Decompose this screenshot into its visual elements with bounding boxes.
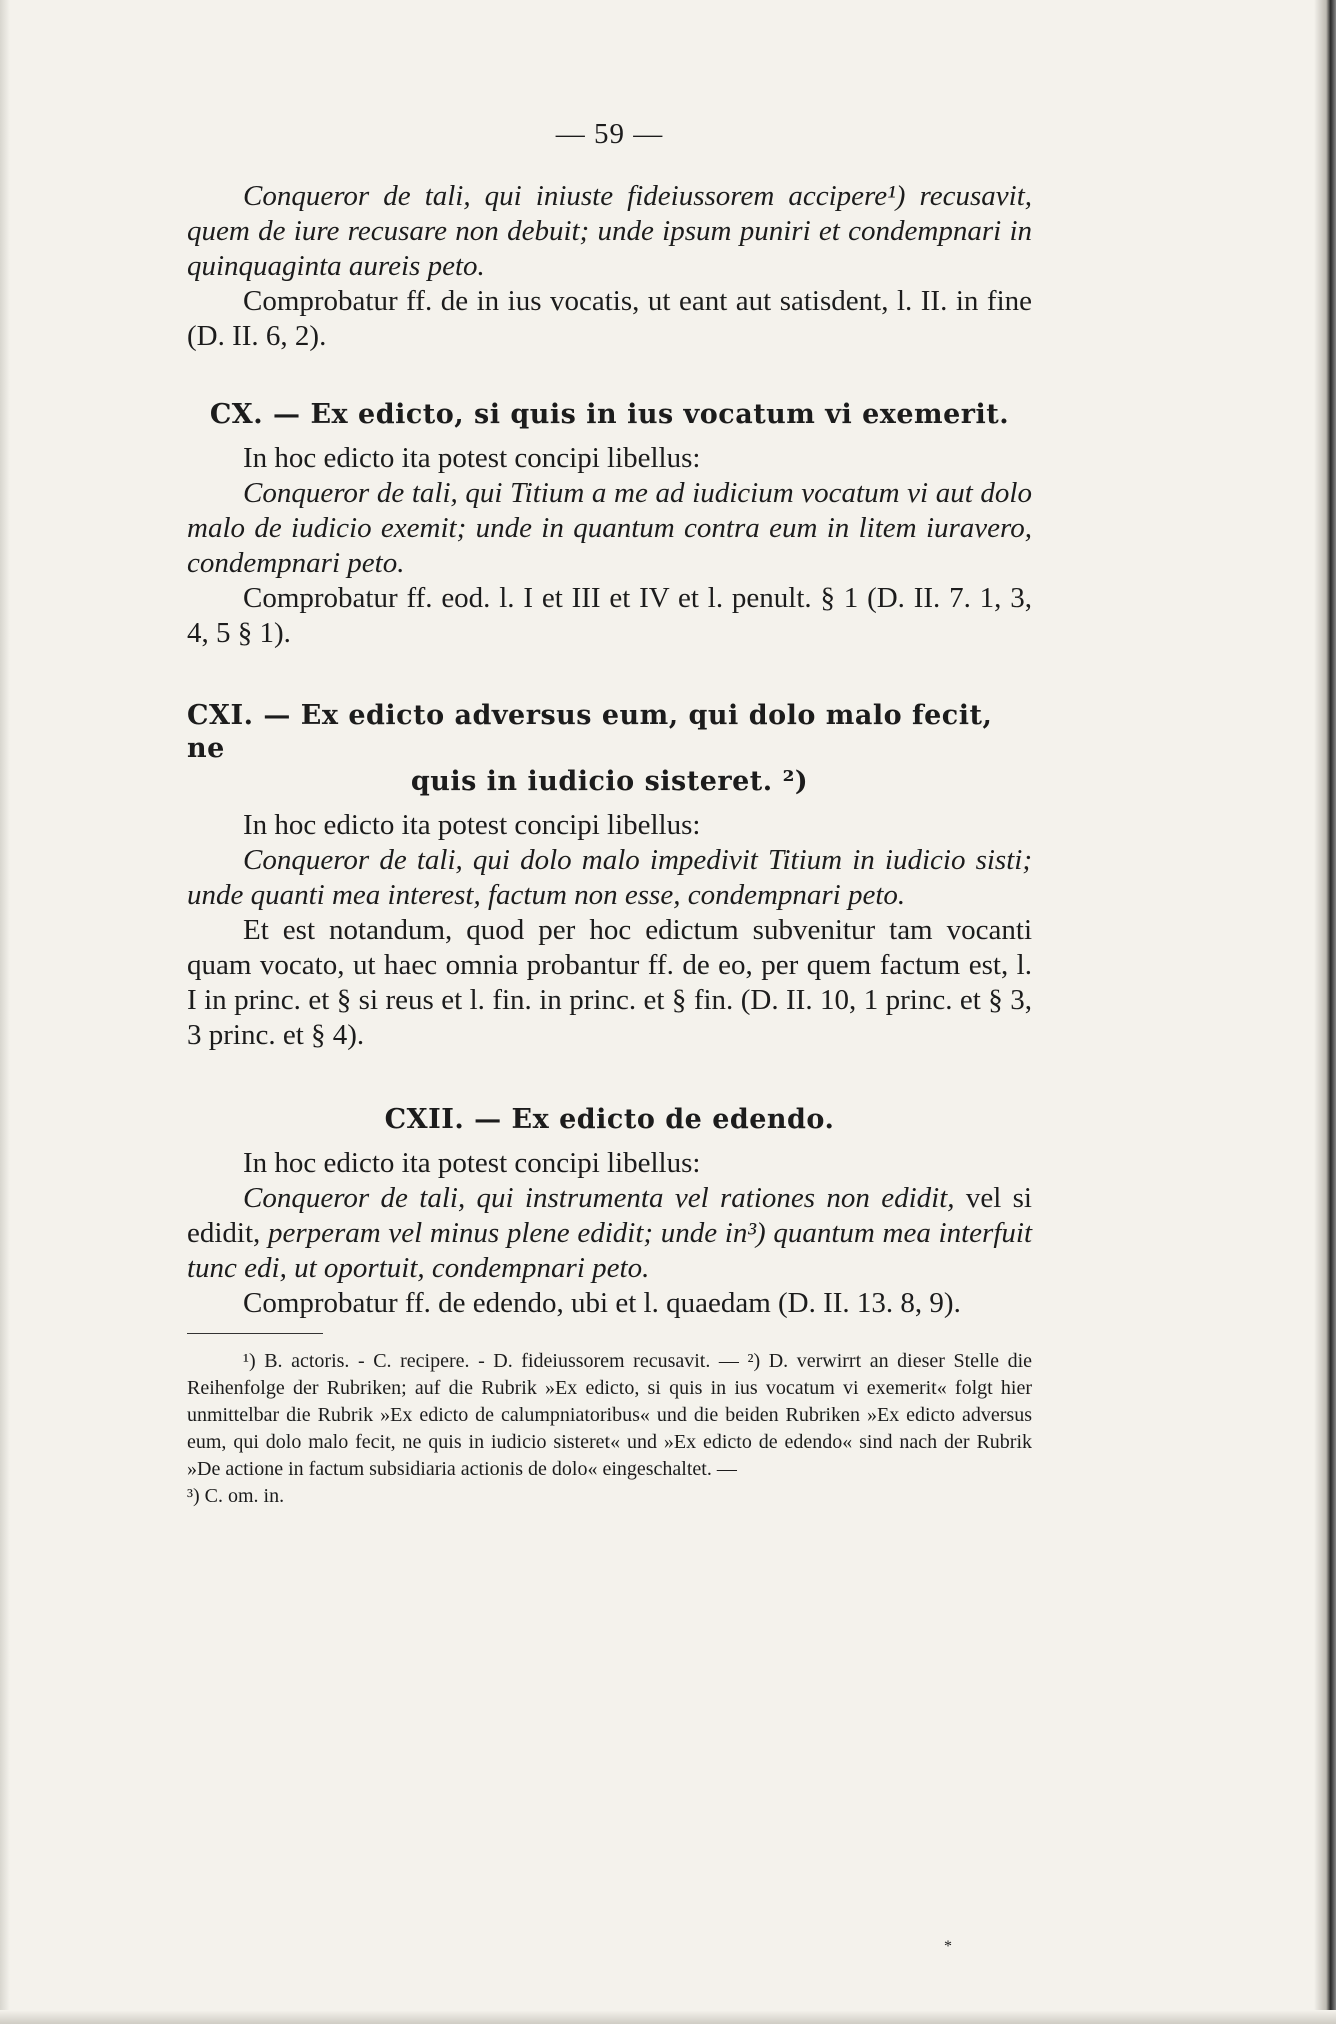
cxi-formula: Conqueror de tali, qui dolo malo impedivit Titium in iudicio sisti; unde quanti mea interest, factum non esse, condempnari peto. [187, 844, 1032, 911]
heading-cxi-line1: CXI. — Ex edicto adversus eum, qui dolo malo fecit, ne [187, 700, 993, 764]
scan-edge-right [1314, 0, 1336, 2024]
cxii-proof: Comprobatur ff. de edendo, ubi et l. quaedam (D. II. 13. 8, 9). [243, 1287, 961, 1319]
cxi-lead: In hoc edicto ita potest concipi libellus: [243, 809, 701, 841]
intro-proof: Comprobatur ff. de in ius vocatis, ut eant aut satisdent, l. II. in fine (D. II. 6, 2). [187, 285, 1032, 352]
intro-formula: Conqueror de tali, qui iniuste fideiussorem accipere¹) recusavit, quem de iure recusare non debuit; unde ipsum puniri et condempnari in quinquaginta aureis peto. [187, 180, 1032, 282]
cxii-lead: In hoc edicto ita potest concipi libellus: [243, 1147, 701, 1179]
footnotes [187, 1348, 1032, 1510]
book-page [187, 118, 1032, 1510]
cxii-formula-part-c: perperam vel minus plene edidit; unde in³) quantum mea interfuit tunc edi, ut oportuit, condempnari peto. [187, 1217, 1032, 1284]
heading-cxi-line2: quis in iudicio sisteret. ²) [410, 766, 809, 797]
cx-lead: In hoc edicto ita potest concipi libellus: [243, 442, 701, 474]
heading-cxi [187, 699, 1032, 798]
scan-edge-bottom [0, 2010, 1336, 2024]
cxi-note: Et est notandum, quod per hoc edictum subvenitur tam vocanti quam vocato, ut haec omnia probantur ff. de eo, per quem factum est, l. I in princ. et § si reus et l. fin. in princ. et § fin. (D. II. 10, 1 princ. et § 3, 3 princ. et § 4). [187, 914, 1032, 1051]
footnote-rule [187, 1333, 323, 1334]
heading-cx: CX. — Ex edicto, si quis in ius vocatum vi exemerit. [209, 399, 1010, 430]
cxii-formula [187, 1181, 1032, 1286]
page-number: — 59 — [555, 118, 664, 150]
printer-mark: * [944, 1938, 952, 1955]
scan-edge-left [0, 0, 10, 2024]
footnote-1-2: ¹) B. actoris. - C. recipere. - D. fideiussorem recusavit. — ²) D. verwirrt an dieser Stelle die Reihenfolge der Rubriken; auf die Rubrik »Ex edicto, si quis in ius vocatum vi exemerit« folgt hier unmittelbar die Rubrik »Ex edicto de calumpniatoribus« und die beiden Rubriken »Ex edicto adversus eum, qui dolo malo fecit, ne quis in iudicio sisteret« und »Ex edicto de edendo« sind nach der Rubrik »De actione in factum subsidiaria actionis de dolo« eingeschaltet. — [187, 1350, 1032, 1480]
heading-cxii: CXII. — Ex edicto de edendo. [384, 1104, 835, 1135]
cxii-formula-part-b: vel si edidit, [187, 1182, 1032, 1249]
cxii-formula-part-a: Conqueror de tali, qui instrumenta vel rationes non edidit, [243, 1182, 955, 1214]
cx-proof: Comprobatur ff. eod. l. I et III et IV et l. penult. § 1 (D. II. 7. 1, 3, 4, 5 § 1). [187, 582, 1032, 649]
footnote-3: ³) C. om. in. [187, 1485, 285, 1507]
cx-formula: Conqueror de tali, qui Titium a me ad iudicium vocatum vi aut dolo malo de iudicio exemit; unde in quantum contra eum in litem iuravero, condempnari peto. [187, 477, 1032, 579]
